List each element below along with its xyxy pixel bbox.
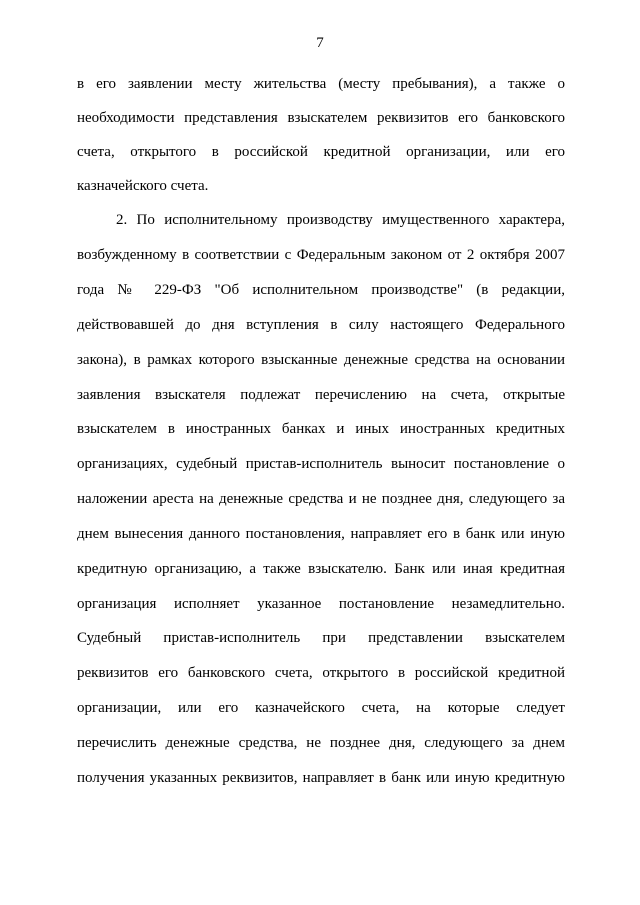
text-line: года № 229-ФЗ "Об исполнительном производстве" (в редакции,	[77, 282, 565, 298]
text-line: получения указанных реквизитов, направляет в банк или иную кредитную	[77, 770, 565, 786]
text-line: необходимости представления взыскателем реквизитов его банковского	[77, 110, 565, 126]
text-line: организациях, судебный пристав-исполнитель выносит постановление о	[77, 456, 565, 472]
text-line: Судебный пристав-исполнитель при представлении взыскателем	[77, 630, 565, 646]
page-number: 7	[316, 35, 324, 51]
text-line: организации, или его казначейского счета, на которые следует	[77, 700, 565, 716]
text-line: возбужденному в соответствии с Федеральным законом от 2 октября 2007	[77, 247, 565, 263]
text-line: взыскателем в иностранных банках и иных иностранных кредитных	[77, 421, 565, 437]
text-line: действовавшей до дня вступления в силу настоящего Федерального	[77, 317, 565, 333]
text-line: кредитную организацию, а также взыскателю. Банк или иная кредитная	[77, 561, 565, 577]
text-line: днем вынесения данного постановления, направляет его в банк или иную	[77, 526, 565, 542]
text-line: реквизитов его банковского счета, открытого в российской кредитной	[77, 665, 565, 681]
text-line: организация исполняет указанное постановление незамедлительно.	[77, 596, 565, 612]
text-line: закона), в рамках которого взысканные денежные средства на основании	[77, 352, 565, 368]
text-line: наложении ареста на денежные средства и не позднее дня, следующего за	[77, 491, 565, 507]
text-line: 2. По исполнительному производству имущественного характера,	[116, 212, 565, 228]
text-line: в его заявлении месту жительства (месту пребывания), а также о	[77, 76, 565, 92]
text-line: казначейского счета.	[77, 178, 209, 194]
text-line: заявления взыскателя подлежат перечислению на счета, открытые	[77, 387, 565, 403]
text-line: перечислить денежные средства, не позднее дня, следующего за днем	[77, 735, 565, 751]
text-line: счета, открытого в российской кредитной организации, или его	[77, 144, 565, 160]
